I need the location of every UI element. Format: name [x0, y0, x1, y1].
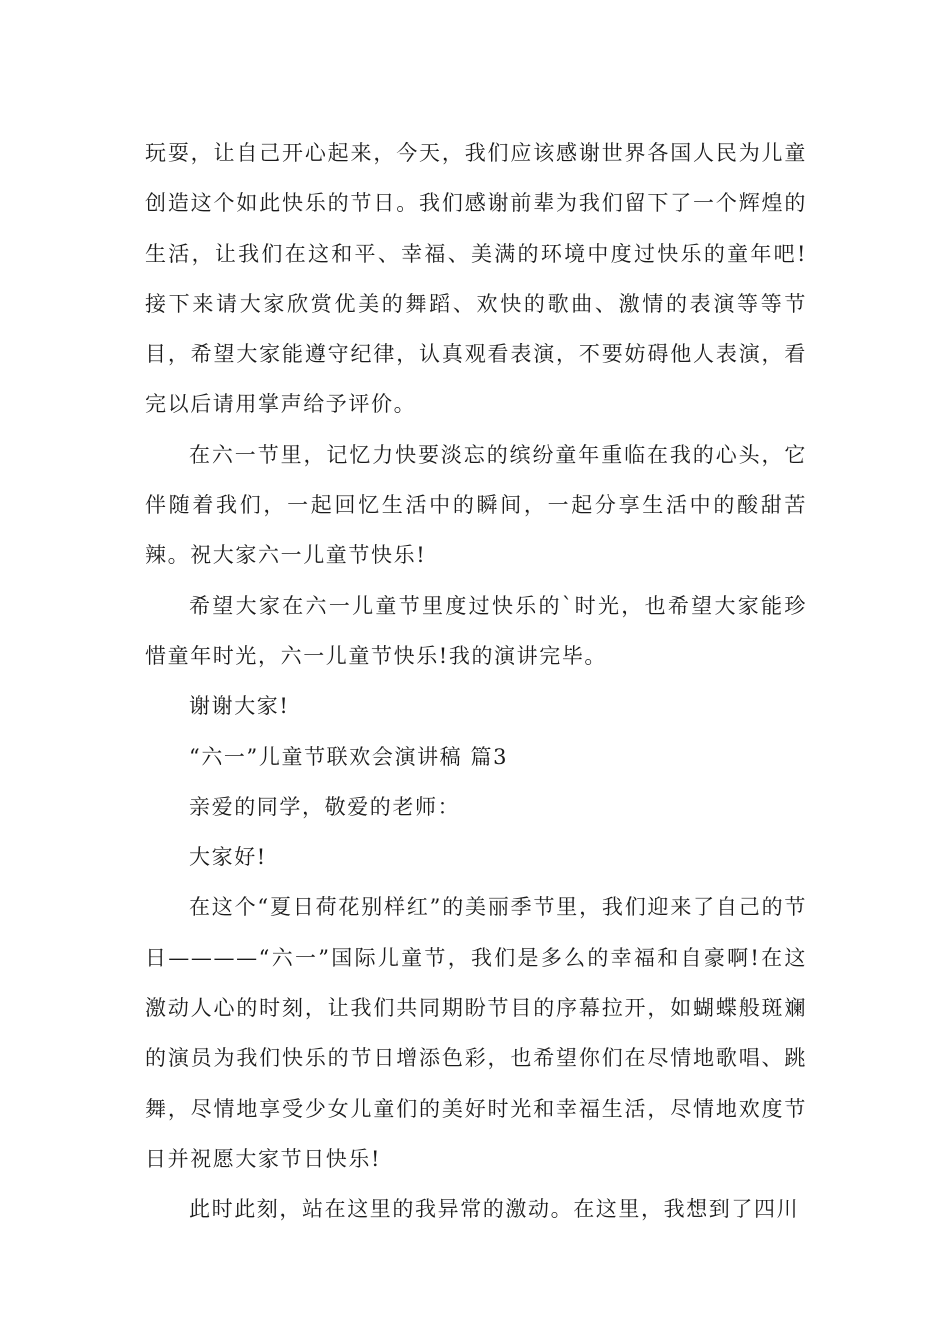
paragraph-thanks: 谢谢大家! — [189, 694, 290, 719]
salutation: 亲爱的同学，敬爱的老师： — [189, 794, 461, 819]
paragraph-2: 在六一节里，记忆力快要淡忘的缤纷童年重临在我的心头，它伴随着我们，一起回忆生活中的瞬间，一起分享生活中的酸甜苦辣。祝大家六一儿童节快乐! — [145, 442, 807, 568]
paragraph-9: 此时此刻，站在这里的我异常的激动。在这里，我想到了四川 — [189, 1197, 800, 1222]
paragraph-8: 在这个“夏日荷花别样红”的美丽季节里，我们迎来了自己的节日————“六一”国际儿童节，我们是多么的幸福和自豪啊!在这激动人心的时刻，让我们共同期盼节目的序幕拉开，如蝴蝶般斑斓的演员为我们快乐的节日增添色彩，也希望你们在尽情地歌唱、跳舞，尽情地享受少女儿童们的美好时光和幸福生活，尽情地欢度节日并祝愿大家节日快乐! — [145, 895, 807, 1171]
document-body — [145, 128, 807, 1235]
paragraph-3: 希望大家在六一儿童节里度过快乐的`时光，也希望大家能珍惜童年时光，六一儿童节快乐!我的演讲完毕。 — [145, 593, 807, 668]
paragraph-1: 玩耍，让自己开心起来，今天，我们应该感谢世界各国人民为儿童创造这个如此快乐的节日。我们感谢前辈为我们留下了一个辉煌的生活，让我们在这和平、幸福、美满的环境中度过快乐的童年吧!接下来请大家欣赏优美的舞蹈、欢快的歌曲、激情的表演等等节目，希望大家能遵守纪律，认真观看表演，不要妨碍他人表演，看完以后请用掌声给予评价。 — [145, 141, 807, 417]
greeting: 大家好! — [189, 845, 267, 870]
section-heading: “六一”儿童节联欢会演讲稿 篇3 — [189, 744, 509, 769]
